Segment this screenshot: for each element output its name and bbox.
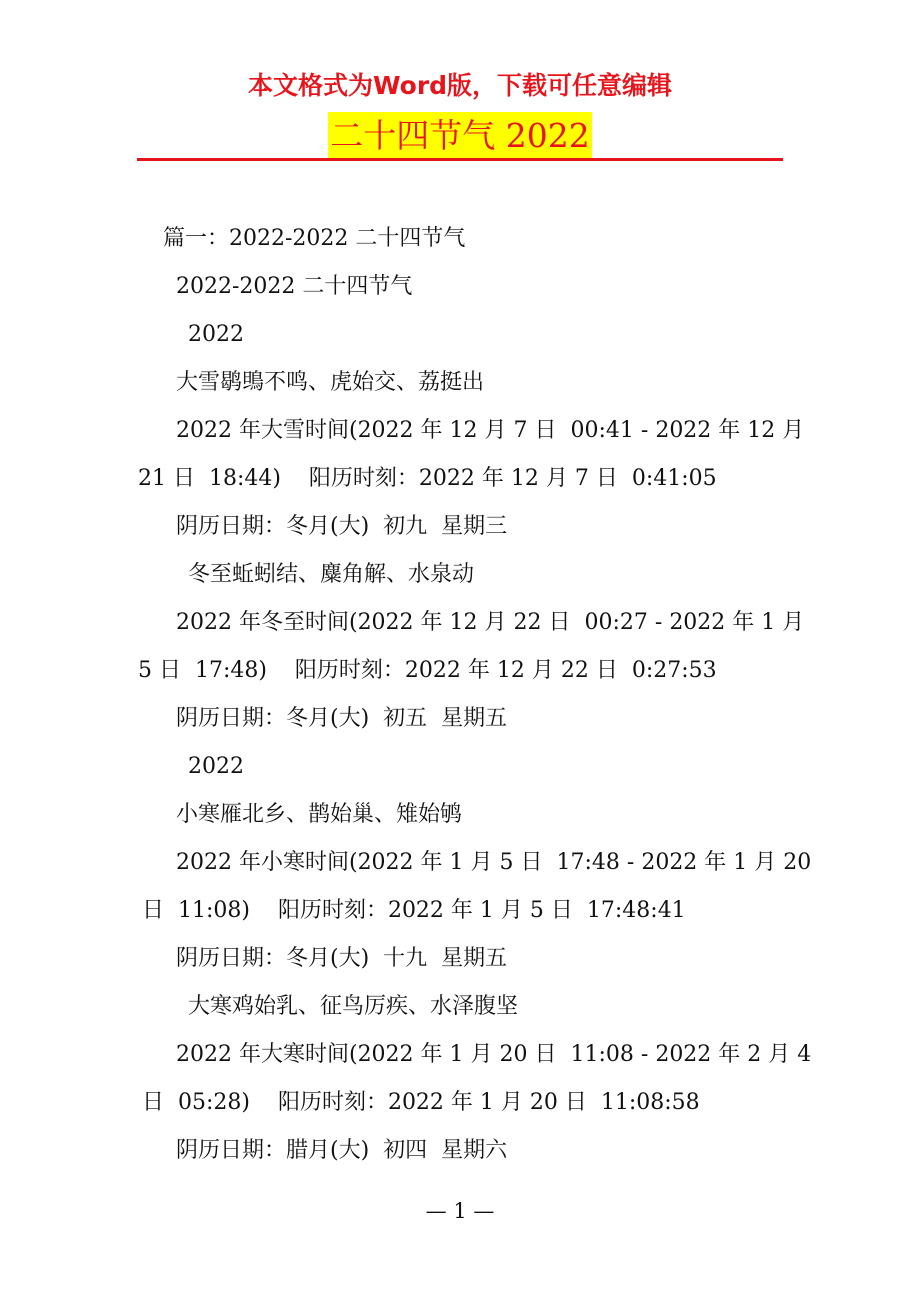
term-period: 2022 年冬至时间(2022 年 12 月 22 日 00:27 - 2022 年 1 月 xyxy=(176,610,805,635)
term-phenology: 小寒雁北乡、鹊始巢、雉始鸲 xyxy=(176,802,463,827)
term-phenology: 冬至蚯蚓结、麋角解、水泉动 xyxy=(188,562,475,587)
year-label: 2022 xyxy=(188,754,244,779)
term-period-continued: 日 05:28) 阳历时刻：2022 年 1 月 20 日 11:08:58 xyxy=(142,1090,700,1115)
lunar-date: 阴历日期：冬月(大) 初五 星期五 xyxy=(176,706,508,731)
subheading: 2022-2022 二十四节气 xyxy=(176,274,413,299)
lunar-date: 阴历日期：冬月(大) 十九 星期五 xyxy=(176,946,508,971)
term-period-continued: 日 11:08) 阳历时刻：2022 年 1 月 5 日 17:48:41 xyxy=(142,898,686,923)
term-period: 2022 年大雪时间(2022 年 12 月 7 日 00:41 - 2022 年 12 月 xyxy=(176,418,805,443)
title-divider xyxy=(137,158,783,161)
document-title: 二十四节气 2022 xyxy=(328,112,591,160)
year-label: 2022 xyxy=(188,322,244,347)
term-phenology: 大寒鸡始乳、征鸟厉疾、水泽腹坚 xyxy=(188,994,519,1019)
term-period: 2022 年小寒时间(2022 年 1 月 5 日 17:48 - 2022 年 1 月 20 xyxy=(176,850,812,875)
lunar-date: 阴历日期：腊月(大) 初四 星期六 xyxy=(176,1138,508,1163)
term-period-continued: 5 日 17:48) 阳历时刻：2022 年 12 月 22 日 0:27:53 xyxy=(138,658,717,683)
format-notice-banner: 本文格式为Word版，下载可任意编辑 xyxy=(247,71,673,100)
section-heading: 篇一：2022-2022 二十四节气 xyxy=(163,226,466,251)
term-period-continued: 21 日 18:44) 阳历时刻：2022 年 12 月 7 日 0:41:05 xyxy=(138,466,717,491)
term-period: 2022 年大寒时间(2022 年 1 月 20 日 11:08 - 2022 年 2 月 4 xyxy=(176,1042,812,1067)
page-number: — 1 — xyxy=(425,1199,495,1223)
title-container xyxy=(0,112,920,160)
lunar-date: 阴历日期：冬月(大) 初九 星期三 xyxy=(176,514,508,539)
term-phenology: 大雪鹖鴠不鸣、虎始交、荔挺出 xyxy=(176,370,485,395)
